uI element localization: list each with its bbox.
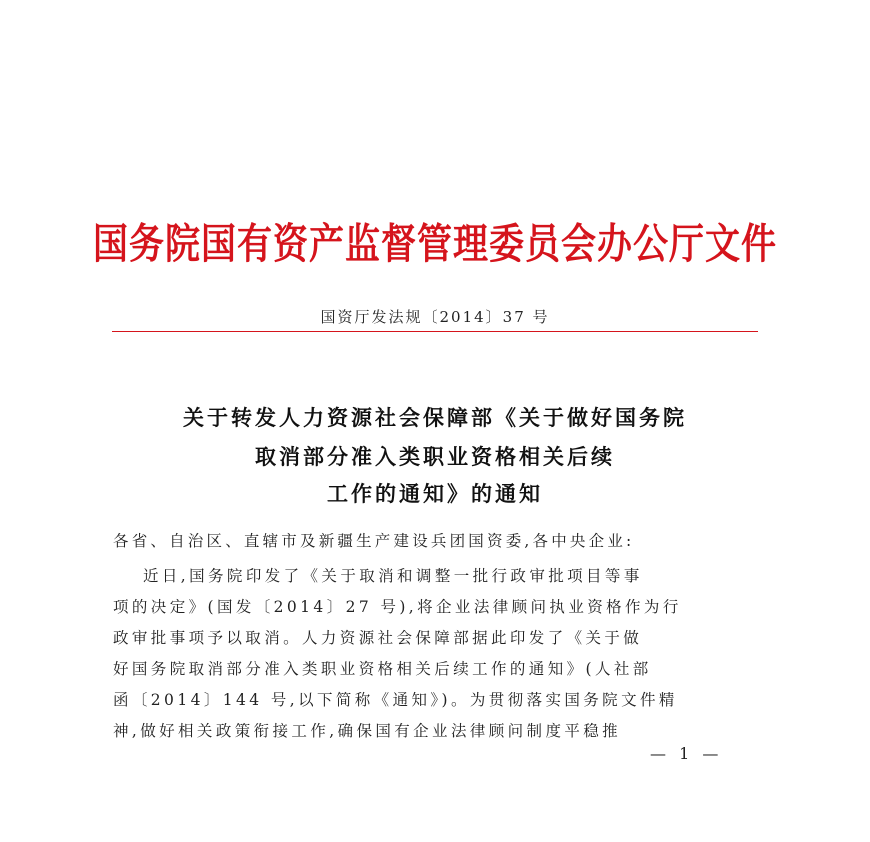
document-title-line: 关于转发人力资源社会保障部《关于做好国务院 bbox=[183, 405, 687, 430]
body-text-line: 近日,国务院印发了《关于取消和调整一批行政审批项目等事 bbox=[143, 567, 643, 585]
document-title-line: 取消部分准入类职业资格相关后续 bbox=[255, 444, 615, 469]
body-text-line: 好国务院取消部分准入类职业资格相关后续工作的通知》(人社部 bbox=[113, 660, 652, 678]
body-text-line: 项的决定》(国发〔2014〕27 号),将企业法律顾问执业资格作为行 bbox=[113, 598, 682, 616]
document-title-line: 工作的通知》的通知 bbox=[327, 481, 543, 506]
issuer-header-title: 国务院国有资产监督管理委员会办公厅文件 bbox=[92, 221, 777, 269]
body-text-line: 政审批事项予以取消。人力资源社会保障部据此印发了《关于做 bbox=[113, 629, 643, 647]
document-number: 国资厅发法规〔2014〕37 号 bbox=[320, 308, 550, 326]
salutation: 各省、自治区、直辖市及新疆生产建设兵团国资委,各中央企业: bbox=[113, 532, 635, 550]
page-number: — 1 — bbox=[650, 744, 723, 763]
body-text-line: 神,做好相关政策衔接工作,确保国有企业法律顾问制度平稳推 bbox=[113, 722, 622, 740]
header-divider bbox=[112, 331, 758, 332]
body-text-line: 函〔2014〕144 号,以下简称《通知》)。为贯彻落实国务院文件精 bbox=[113, 691, 678, 709]
